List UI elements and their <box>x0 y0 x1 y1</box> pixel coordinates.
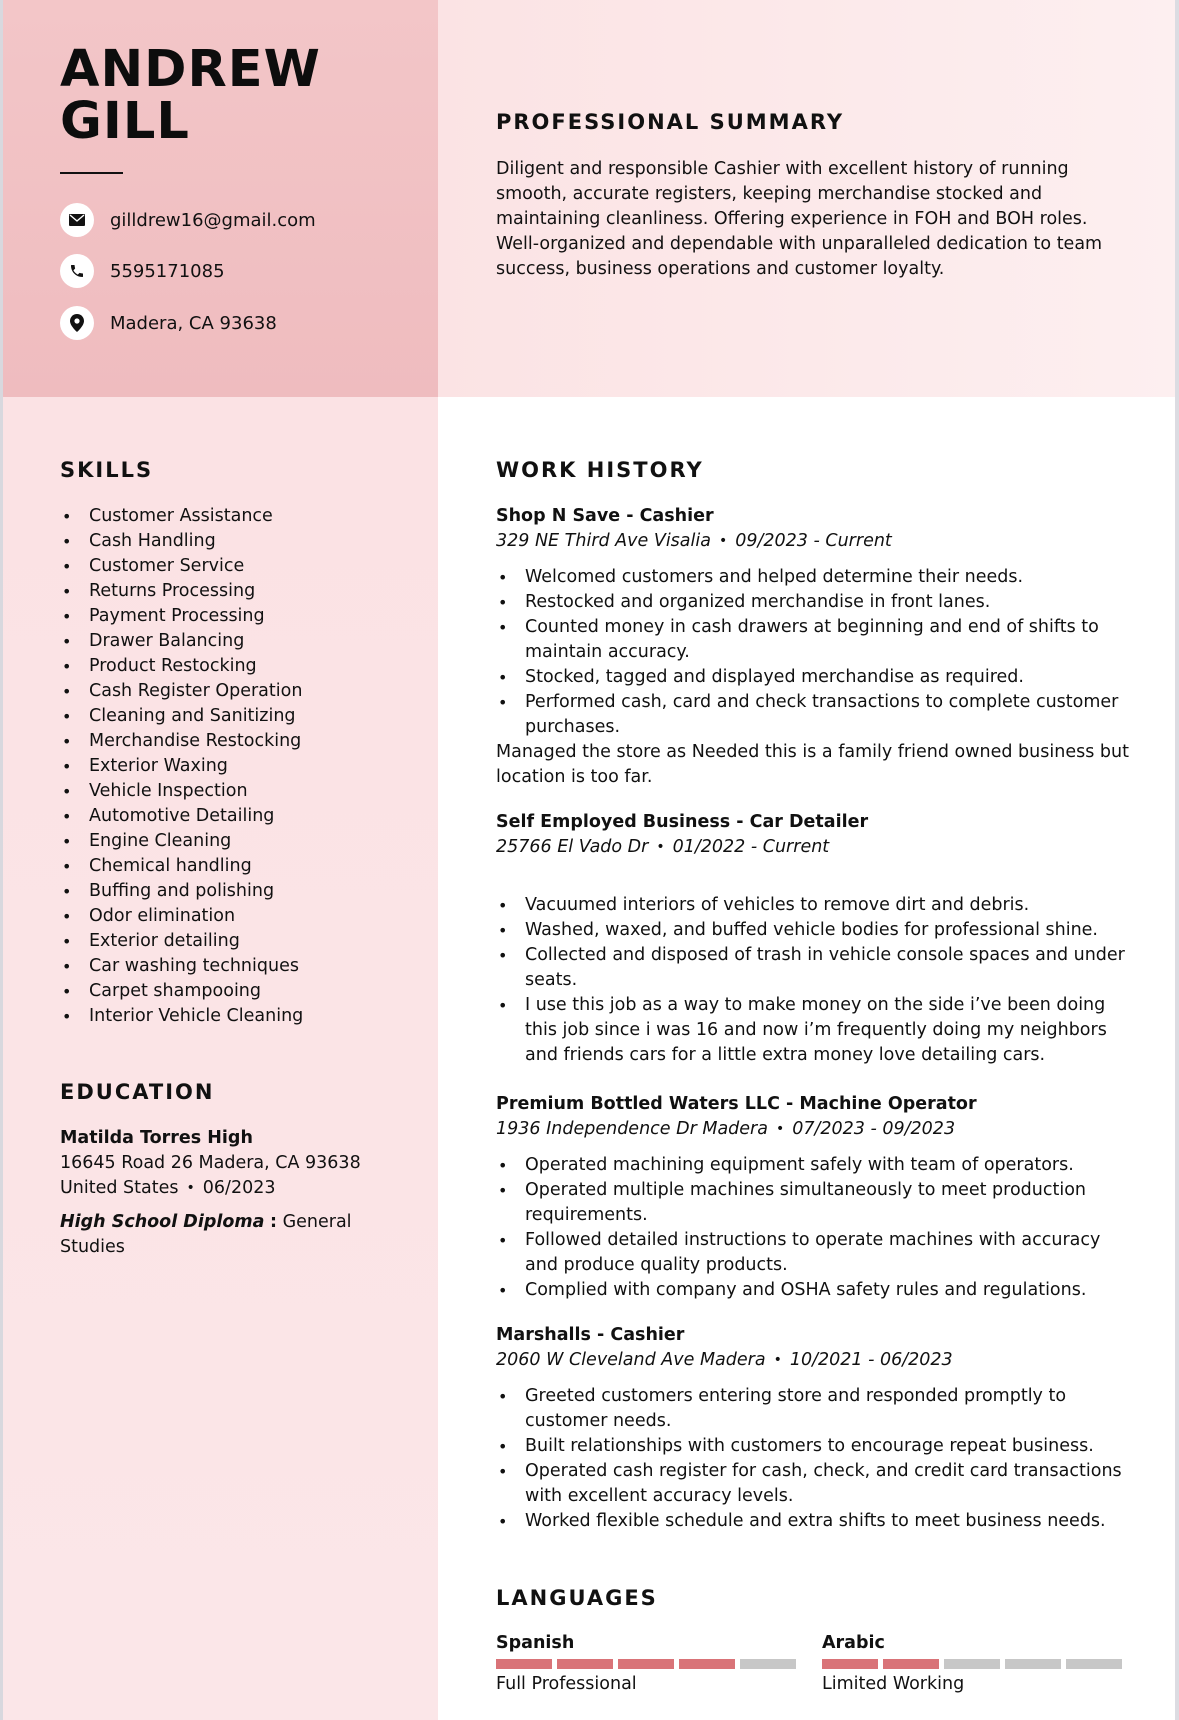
skill-item: • Payment Processing <box>60 604 420 629</box>
job-bullet: • Stocked, tagged and displayed merchandise as required. <box>496 665 1136 690</box>
location-text: Madera, CA 93638 <box>110 312 277 334</box>
name-divider <box>60 172 123 174</box>
job-entry <box>496 810 1136 1068</box>
skill-item: • Customer Assistance <box>60 504 420 529</box>
separator-dot: • <box>718 533 728 549</box>
job-bullet: • Vacuumed interiors of vehicles to remove dirt and debris. <box>496 893 1136 918</box>
proficiency-segment <box>1005 1659 1061 1669</box>
skill-item: • Merchandise Restocking <box>60 729 420 754</box>
separator-dot: • <box>775 1121 785 1137</box>
education-heading: EDUCATION <box>60 1080 215 1104</box>
proficiency-bar <box>822 1659 1122 1669</box>
job-meta <box>496 529 1136 554</box>
language-entry <box>822 1631 1122 1697</box>
contact-phone[interactable] <box>60 254 225 288</box>
job-dates: 07/2023 - 09/2023 <box>792 1119 956 1139</box>
page-edge-right <box>1175 0 1179 1720</box>
proficiency-segment <box>944 1659 1000 1669</box>
job-bullet: • Operated cash register for cash, check, and credit card transactions with excellent accuracy levels. <box>496 1459 1136 1509</box>
separator-dot: • <box>186 1180 195 1196</box>
job-bullet: • I use this job as a way to make money on the side i’ve been doing this job since i was 16 and now i’m frequently doing my neighbors and friends cars for a little extra money love detailing cars. <box>496 993 1136 1068</box>
job-title: Premium Bottled Waters LLC - Machine Operator <box>496 1094 977 1114</box>
degree-name: High School Diploma <box>60 1212 265 1232</box>
skill-item: • Odor elimination <box>60 904 420 929</box>
proficiency-segment <box>618 1659 674 1669</box>
skill-item: • Returns Processing <box>60 579 420 604</box>
job-bullet: • Operated multiple machines simultaneously to meet production requirements. <box>496 1178 1136 1228</box>
job-location: 25766 El Vado Dr <box>496 837 649 857</box>
job-bullet: • Washed, waxed, and buffed vehicle bodies for professional shine. <box>496 918 1136 943</box>
job-bullets <box>496 1153 1136 1303</box>
map-pin-icon <box>60 306 94 340</box>
skill-item: • Car washing techniques <box>60 954 420 979</box>
school-name: Matilda Torres High <box>60 1128 253 1148</box>
job-bullets <box>496 893 1136 1068</box>
job-entry <box>496 504 1136 790</box>
separator-dot: • <box>773 1352 782 1368</box>
job-entry <box>496 1092 1136 1303</box>
skill-item: • Exterior Waxing <box>60 754 420 779</box>
job-dates: 01/2022 - Current <box>672 837 830 857</box>
language-level: Full Professional <box>496 1674 637 1694</box>
work-heading: WORK HISTORY <box>496 458 704 482</box>
phone-icon <box>60 254 94 288</box>
school-address: 16645 Road 26 Madera, CA 93638 <box>60 1153 361 1173</box>
education-entry <box>60 1126 400 1260</box>
job-meta <box>496 835 1136 860</box>
job-bullet: • Worked flexible schedule and extra shifts to meet business needs. <box>496 1509 1136 1534</box>
envelope-icon <box>60 203 94 237</box>
skill-item: • Chemical handling <box>60 854 420 879</box>
job-bullet: • Built relationships with customers to encourage repeat business. <box>496 1434 1136 1459</box>
skills-list <box>60 504 420 1029</box>
job-dates: 09/2023 - Current <box>735 531 892 551</box>
job-bullets <box>496 1384 1136 1534</box>
separator-dot: • <box>656 839 665 855</box>
skill-item: • Product Restocking <box>60 654 420 679</box>
skill-item: • Interior Vehicle Cleaning <box>60 1004 420 1029</box>
skill-item: • Carpet shampooing <box>60 979 420 1004</box>
proficiency-segment <box>822 1659 878 1669</box>
job-bullet: • Counted money in cash drawers at beginning and end of shifts to maintain accuracy. <box>496 615 1136 665</box>
proficiency-segment <box>496 1659 552 1669</box>
job-title: Shop N Save - Cashier <box>496 506 714 526</box>
job-location: 2060 W Cleveland Ave Madera <box>496 1350 766 1370</box>
job-bullet: • Restocked and organized merchandise in front lanes. <box>496 590 1136 615</box>
skill-item: • Cash Handling <box>60 529 420 554</box>
job-title: Marshalls - Cashier <box>496 1325 685 1345</box>
school-country-date <box>60 1176 400 1201</box>
language-level: Limited Working <box>822 1674 965 1694</box>
language-name: Arabic <box>822 1633 885 1653</box>
candidate-name <box>60 40 321 151</box>
job-meta <box>496 1348 1136 1373</box>
school-country: United States <box>60 1178 179 1198</box>
skill-item: • Vehicle Inspection <box>60 779 420 804</box>
job-bullet: • Operated machining equipment safely with team of operators. <box>496 1153 1136 1178</box>
summary-heading: PROFESSIONAL SUMMARY <box>496 110 845 134</box>
job-bullets <box>496 565 1136 740</box>
phone-text: 5595171085 <box>110 260 225 282</box>
language-entry <box>496 1631 796 1697</box>
skill-item: • Drawer Balancing <box>60 629 420 654</box>
skill-item: • Exterior detailing <box>60 929 420 954</box>
summary-text: Diligent and responsible Cashier with excellent history of running smooth, accurate registers, keeping merchandise stocked and maintaining cleanliness. Offering experience in FOH and BOH roles. Well-organized and dependable with unparalleled dedication to team success, business operations and customer loyalty. <box>496 159 1103 279</box>
contact-email[interactable] <box>60 203 316 237</box>
languages-heading: LANGUAGES <box>496 1586 658 1610</box>
job-bullet: • Complied with company and OSHA safety rules and regulations. <box>496 1278 1136 1303</box>
job-location: 329 NE Third Ave Visalia <box>496 531 711 551</box>
proficiency-segment <box>679 1659 735 1669</box>
job-bullet: • Followed detailed instructions to operate machines with accuracy and produce quality products. <box>496 1228 1136 1278</box>
job-note: Managed the store as Needed this is a family friend owned business but location is too far. <box>496 742 1129 787</box>
skill-item: • Automotive Detailing <box>60 804 420 829</box>
job-bullet: • Performed cash, card and check transactions to complete customer purchases. <box>496 690 1136 740</box>
proficiency-segment <box>883 1659 939 1669</box>
proficiency-bar <box>496 1659 796 1669</box>
job-location: 1936 Independence Dr Madera <box>496 1119 768 1139</box>
job-entry <box>496 1323 1136 1534</box>
degree-field: General Studies <box>60 1212 352 1257</box>
page-edge-left <box>0 0 3 1720</box>
skill-item: • Cleaning and Sanitizing <box>60 704 420 729</box>
first-name: ANDREW <box>60 40 321 99</box>
skill-item: • Customer Service <box>60 554 420 579</box>
proficiency-segment <box>557 1659 613 1669</box>
job-dates: 10/2021 - 06/2023 <box>789 1350 953 1370</box>
proficiency-segment <box>740 1659 796 1669</box>
job-title: Self Employed Business - Car Detailer <box>496 812 869 832</box>
job-bullet: • Greeted customers entering store and responded promptly to customer needs. <box>496 1384 1136 1434</box>
email-text: gilldrew16@gmail.com <box>110 209 316 231</box>
degree-line: High School Diploma : General Studies <box>60 1212 352 1257</box>
contact-location <box>60 306 277 340</box>
skill-item: • Cash Register Operation <box>60 679 420 704</box>
job-bullet: • Welcomed customers and helped determine their needs. <box>496 565 1136 590</box>
job-meta <box>496 1117 1136 1142</box>
skill-item: • Buffing and polishing <box>60 879 420 904</box>
skill-item: • Engine Cleaning <box>60 829 420 854</box>
last-name: GILL <box>60 92 190 151</box>
skills-heading: SKILLS <box>60 458 154 482</box>
graduation-date: 06/2023 <box>202 1178 276 1198</box>
proficiency-segment <box>1066 1659 1122 1669</box>
job-bullet: • Collected and disposed of trash in vehicle console spaces and under seats. <box>496 943 1136 993</box>
language-name: Spanish <box>496 1633 575 1653</box>
